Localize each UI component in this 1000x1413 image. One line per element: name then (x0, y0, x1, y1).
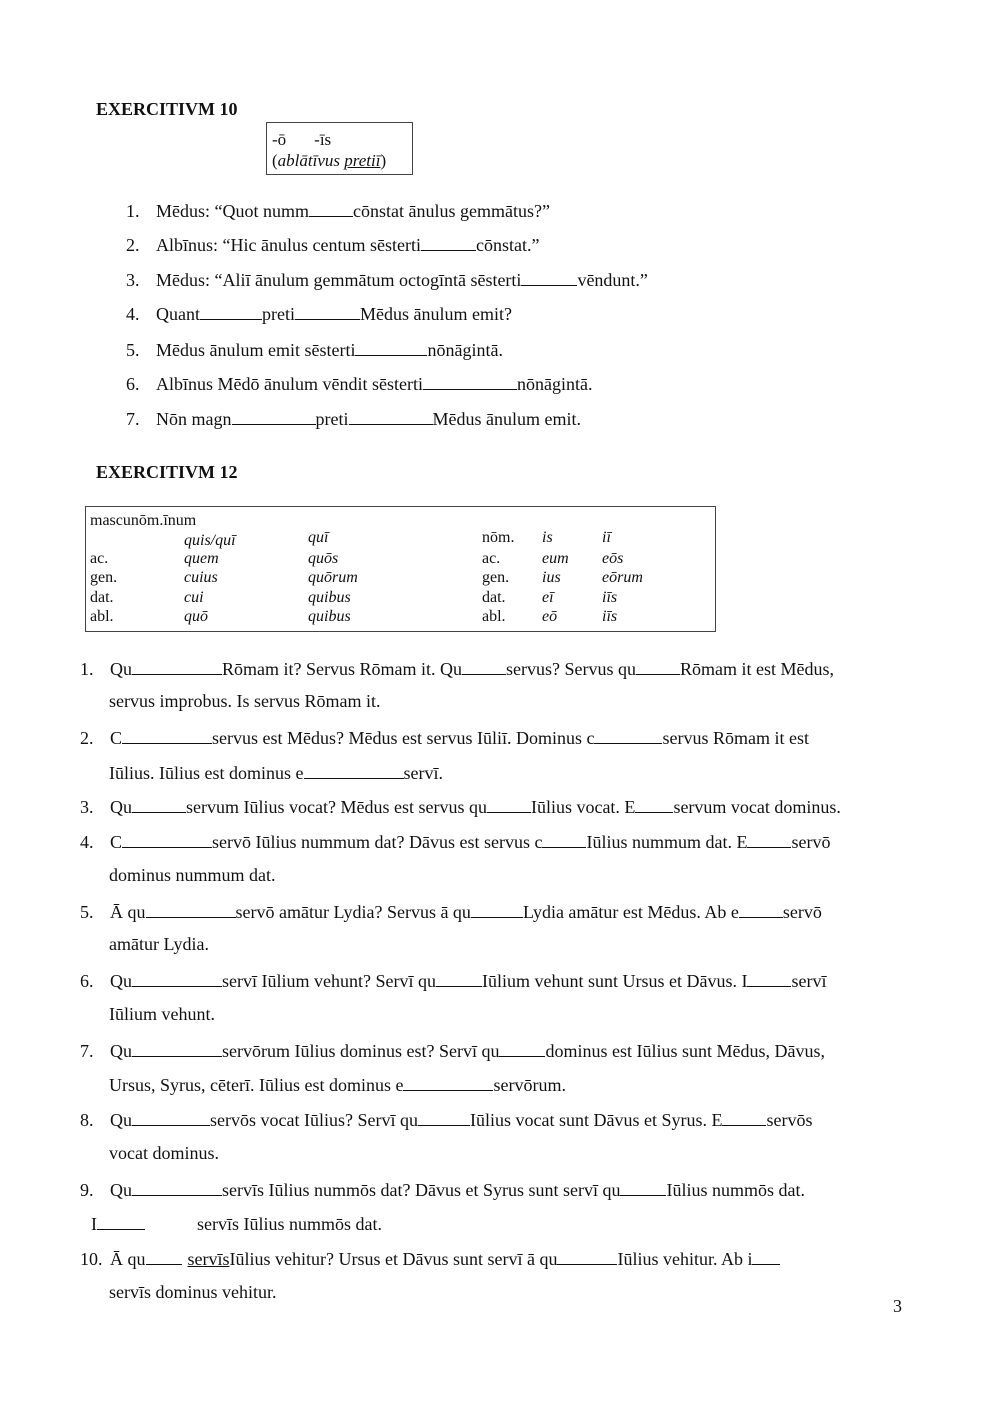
ex12-item-8-continued: vocat dominus. (109, 1143, 219, 1163)
answer-blank[interactable] (620, 1178, 666, 1196)
ex12-item-10-continued: servīs dominus vehitur. (109, 1282, 277, 1302)
answer-blank[interactable] (122, 830, 212, 848)
ex12-item-10: 10. Ā qu servīsIūlius vehitur? Ursus et Dāvus sunt servī ā qu Iūlius vehitur. Ab i (80, 1247, 780, 1270)
endings-box (266, 122, 413, 175)
answer-blank[interactable] (295, 302, 360, 320)
ablative-note: (ablātīvus pretiī) (272, 151, 387, 170)
ex12-item-6: 6. Qu servī Iūlium vehunt? Servī qu Iūlium vehunt sunt Ursus et Dāvus. I servī (80, 969, 826, 992)
ablative-label: ablātīvus (277, 151, 345, 170)
answer-blank[interactable] (232, 407, 316, 425)
answer-blank[interactable] (355, 338, 427, 356)
answer-blank[interactable] (739, 900, 783, 918)
answer-blank[interactable] (132, 795, 186, 813)
answer-blank[interactable] (471, 900, 523, 918)
answer-blank[interactable] (421, 233, 476, 251)
answer-blank[interactable] (752, 1247, 780, 1265)
answer-blank[interactable] (722, 1108, 766, 1126)
answer-blank[interactable] (418, 1108, 470, 1126)
ex10-item-6: 6. Albīnus Mēdō ānulum vēndit sēsterti nōnāgintā. (126, 372, 592, 395)
endings-line (272, 130, 331, 150)
answer-blank[interactable] (349, 407, 433, 425)
ex12-item-8: 8. Qu servōs vocat Iūlius? Servī qu Iūlius vocat sunt Dāvus et Syrus. E servōs (80, 1108, 812, 1131)
ex12-item-3: 3. Qu servum Iūlius vocat? Mēdus est servus qu Iūlius vocat. E servum vocat dominus. (80, 795, 841, 818)
answer-blank[interactable] (542, 830, 586, 848)
answer-blank[interactable] (462, 657, 506, 675)
table-header: mascunōm.īnum (90, 512, 197, 529)
ex12-item-1: 1. Qu Rōmam it? Servus Rōmam it. Qu servus? Servus qu Rōmam it est Mēdus, (80, 657, 834, 680)
answer-blank[interactable] (97, 1212, 145, 1230)
answer-blank[interactable] (132, 1039, 222, 1057)
ex10-item-7: 7. Nōn magn preti Mēdus ānulum emit. (126, 407, 581, 430)
ex12-item-7: 7. Qu servōrum Iūlius dominus est? Servī qu dominus est Iūlius sunt Mēdus, Dāvus, (80, 1039, 825, 1062)
pretii-label: pretiī (344, 151, 381, 170)
answer-blank[interactable] (594, 726, 662, 744)
ex10-item-3: 3. Mēdus: “Aliī ānulum gemmātum octogīntā sēsterti vēndunt.” (126, 268, 648, 291)
ex10-item-4: 4. Quant preti Mēdus ānulum emit? (126, 302, 512, 325)
ex12-item-4: 4. C servō Iūlius nummum dat? Dāvus est servus c Iūlius nummum dat. E servō (80, 830, 830, 853)
ending-o: -ō (272, 130, 287, 149)
declension-table: mascunōm.īnum quis/quī quī nōm. is iī ac. quem quōs ac. eum eōs gen. cuius quōrum gen. ius eōrum dat. cui quibus dat. eī iīs abl. quō quibus abl. eō iīs (85, 506, 716, 632)
ex12-item-2: 2. C servus est Mēdus? Mēdus est servus Iūliī. Dominus c servus Rōmam it est (80, 726, 809, 749)
answer-blank[interactable] (146, 1247, 182, 1265)
answer-blank[interactable] (146, 900, 236, 918)
answer-blank[interactable] (747, 969, 791, 987)
answer-blank[interactable] (636, 657, 680, 675)
answer-blank[interactable] (200, 302, 262, 320)
answer-blank[interactable] (521, 268, 577, 286)
answer-blank[interactable] (132, 969, 222, 987)
answer-blank[interactable] (487, 795, 531, 813)
ex10-item-2: 2. Albīnus: “Hic ānulus centum sēsterti cōnstat.” (126, 233, 539, 256)
ex12-item-5: 5. Ā qu servō amātur Lydia? Servus ā qu Lydia amātur est Mēdus. Ab e servō (80, 900, 822, 923)
answer-blank[interactable] (635, 795, 673, 813)
answer-blank[interactable] (304, 761, 404, 779)
ex12-item-4-continued: dominus nummum dat. (109, 865, 276, 885)
page-number: 3 (893, 1296, 902, 1316)
answer-blank[interactable] (132, 1108, 210, 1126)
answer-blank[interactable] (423, 372, 517, 390)
ex12-item-9-continued: I servīs Iūlius nummōs dat. (91, 1212, 382, 1235)
ex12-item-6-continued: Iūlium vehunt. (109, 1004, 215, 1024)
ex12-item-7-continued: Ursus, Syrus, cēterī. Iūlius est dominus e servōrum. (109, 1073, 566, 1096)
answer-blank[interactable] (436, 969, 482, 987)
heading-exercitium-12: EXERCITIVM 12 (96, 462, 238, 482)
answer-blank[interactable] (557, 1247, 617, 1265)
ex12-item-2-continued: Iūlius. Iūlius est dominus e servī. (109, 761, 443, 784)
ex12-item-5-continued: amātur Lydia. (109, 934, 209, 954)
ex12-item-9: 9. Qu servīs Iūlius nummōs dat? Dāvus et Syrus sunt servī qu Iūlius nummōs dat. (80, 1178, 805, 1201)
ending-is: -īs (314, 130, 332, 149)
ex12-item-1-continued: servus improbus. Is servus Rōmam it. (109, 691, 381, 711)
answer-blank[interactable] (132, 657, 222, 675)
answer-blank[interactable] (132, 1178, 222, 1196)
heading-exercitium-10: EXERCITIVM 10 (96, 99, 238, 119)
answer-blank[interactable] (309, 199, 353, 217)
ex10-item-1: 1. Mēdus: “Quot numm cōnstat ānulus gemmātus?” (126, 199, 550, 222)
ex10-item-5: 5. Mēdus ānulum emit sēsterti nōnāgintā. (126, 338, 503, 361)
answer-blank[interactable] (122, 726, 212, 744)
answer-blank[interactable] (747, 830, 791, 848)
answer-blank[interactable] (499, 1039, 545, 1057)
answer-blank[interactable] (403, 1073, 493, 1091)
